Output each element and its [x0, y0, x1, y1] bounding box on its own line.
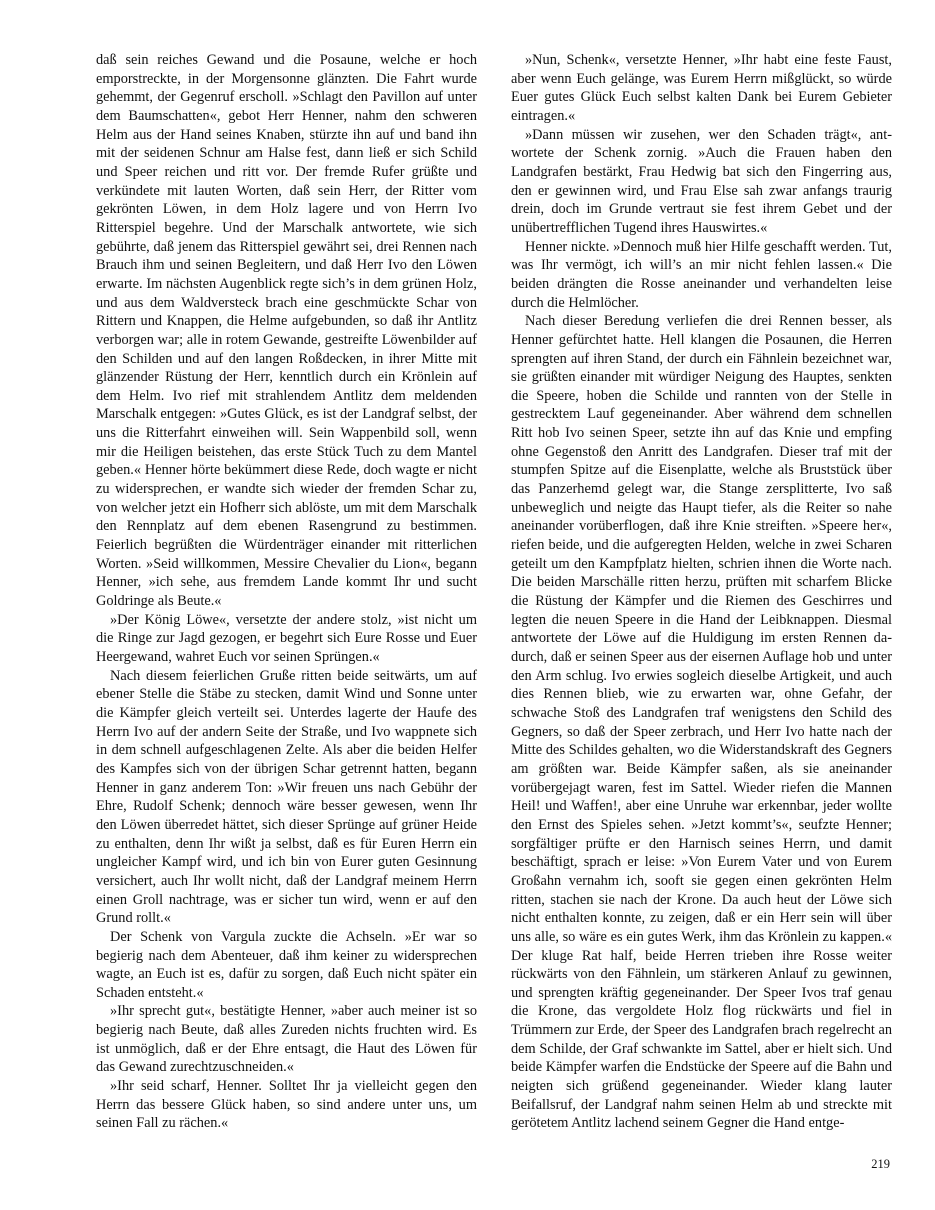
left-text-column — [96, 51, 477, 1133]
paragraph: Nach diesem feierlichen Gruße ritten beide seitwärts, um auf ebener Stelle die Stäbe zu stecken, damit Wind und Sonne unter die Kämpfer gleich verteilt sei. Unterdes lagerte der Haufe des Herrn Ivo auf der andern Seite der Straße, und Ivo wappnete sich in dem schnell aufgeschlagenen Zelte. Als aber die beiden Helfer des Kampfes sich von der übrigen Schar getrennt hatten, begann Henner in ganz anderem Ton: »Wir freuen uns nach Gebühr der Ehre, Rudolf Schenk; dennoch wäre besser gewesen, wenn Ihr den Löwen überredet hättet, sich dieser Sprünge auf grüner Heide zu enthalten, denn Ihr wißt ja selbst, daß es für Euren Herrn ein ungleicher Kampf wird, und ich bin von Eurer guten Gesinnung versichert, auch Ihr wollt nicht, daß der Landgraf meinem Herrn einen Groll nachtrage, was er sicher tun wird, wenn er auf den Grund rollt.« — [96, 667, 477, 927]
paragraph: »Der König Löwe«, versetzte der andere stolz, »ist nicht um die Ringe zur Jagd gezogen, er begehrt sich Eure Rosse und Euer Heergewand, wahret Euch vor seinen Sprüngen.« — [96, 611, 477, 665]
paragraph: Nach dieser Beredung verliefen die drei Rennen besser, als Henner gefürchtet hatte. Hell klangen die Posaunen, die Herren sprengten auf ihren Stand, der durch ein Fähnlein bezeichnet war, sie grüßten einander mit würdiger Neigung des Hauptes, senkten die Speere, hoben die Schilde und rannten von der Stelle in gestrecktem Lauf gegeneinander. Aber während dem schnellen Ritt hob Ivo seinen Speer, setzte ihn auf das Knie und empfing ohne Gegenstoß den Anritt des Landgrafen. Dieser traf mit der stumpfen Spitze auf die Eisenplatte, welche als Bruststück über das Panzerhemd gelegt war, die Stange zersplitterte, Ivo saß unbeweglich und neigte das Haupt tiefer, als die Reiter so nahe aneinander vorüberflogen, daß ihre Knie streiften. »Speere her«, riefen beide, und die aufgeregten Helden, welche in zwei Scharen geteilt um den Kampfplatz hielten, schrien ihnen die Worte nach. Die beiden Marschälle ritten herzu, prüften mit scharfem Blicke die Rüstung der Kämpfer und die Riemen des Geschirres und legten die neuen Speere in die Hand der Leibknappen. Diesmal antwortete der Löwe auf die Huldigung im ersten Rennen dadurch, daß er seinen Speer aus der eisernen Auflage hob und unter den Arm schlug. Ivo erwies sogleich dieselbe Artigkeit, und auch dies Rennen blieb, wie zu erwarten war, ohne Gefahr, der schwache Stoß des Landgrafen traf wenigstens den Schild des Gegners, so daß der Speer zerbrach, und Herr Ivo hatte nach der Mitte des Schildes gehalten, wo die Widerstandskraft des Gegners am größten war. Beide Kämpfer saßen, als sie aneinander vorübergejagt waren, fest im Sattel. Wieder riefen die Mannen Heil! und Waffen!, aber eine Unruhe war erkennbar, jeder wollte den Ernst des Spieles sehen. »Jetzt kommt’s«, seufzte Henner; sorgfältiger prüfte er den Harnisch seines Herrn, und damit beschäftigt, sprach er leise: »Von Eurem Vater und von Eurem Großahn vernahm ich, sooft sie gegen einen gekrönten Helm ritten, stachen sie nach der Krone. Da auch heut der Löwe sich nicht enthalten konnte, zu zeigen, daß er ein Herr sein will über uns alle, so wäre es ein gutes Werk, ihm das Krönlein zu kappen.« Der kluge Rat half, beide Herren trieben ihre Rosse weiter rückwärts von den Fähnlein, um stärkeren Anlauf zu gewinnen, und sprengten kräftig gegeneinander. Der Speer Ivos traf genau die Krone, das vergoldete Holz flog rückwärts und fiel in Trümmern zur Erde, der Speer des Landgrafen brach regelrecht an dem Schilde, der Graf schwankte im Sattel, aber er hielt sich. Und beide Kämpfer warfen die Endstücke der Speere auf die Bahn und neigten sich grüßend gegeneinander. Wieder klang lauter Beifallsruf, der Landgraf nahm seinen Helm ab und streckte mit gerötetem Antlitz lachend seinem Gegner die Hand entge- — [511, 313, 893, 1132]
paragraph: Der Schenk von Vargula zuckte die Achseln. »Er war so begierig nach dem Abenteuer, daß ihm keiner zu widersprechen wagte, an Euch ist es, dafür zu sorgen, daß Euch nicht später ein Schaden entsteht.« — [96, 928, 477, 1001]
paragraph: »Nun, Schenk«, versetzte Henner, »Ihr habt eine feste Faust, aber wenn Euch gelänge, was Eurem Herrn mißglückt, so würde Euer gutes Glück Euch selbst kalten Dank bei Eurem Gebieter eintragen.« — [511, 52, 892, 124]
paragraph: Henner nickte. »Dennoch muß hier Hilfe geschafft werden. Tut, was Ihr vermögt, ich will’s an mir nicht fehlen lassen.« Die beiden drängten die Rosse aneinander und verhandelten leise durch die Helmlöcher. — [511, 238, 892, 311]
right-text-column — [511, 51, 892, 1133]
paragraph: »Ihr sprecht gut«, bestätigte Henner, »aber auch meiner ist so begierig nach Beute, daß alles Zureden nichts fruchten wird. Es ist unmöglich, daß er der Ehre entsagt, die Haut des Löwen für das Gewand zurechtzuschneiden.« — [96, 1003, 477, 1076]
paragraph: »Ihr seid scharf, Henner. Solltet Ihr ja vielleicht gegen den Herrn das bessere Glück haben, so sind andere unter uns, um seinen Fall zu rächen.« — [96, 1078, 477, 1132]
page-number: 219 — [871, 1157, 890, 1171]
paragraph: »Dann müssen wir zusehen, wer den Schaden trägt«, antwortete der Schenk zornig. »Auch die Frauen haben den Landgrafen bestärkt, Frau Hedwig bat sich den Fingerring aus, den er gewinnen wird, und Frau Else sah zwar anfangs traurig drein, doch im Grunde vertraut sie fest ihrem Gebet und der unübertrefflichen Tugend ihres Hauswirtes.« — [511, 126, 892, 236]
paragraph: daß sein reiches Gewand und die Posaune, welche er hoch emporstreckte, in der Morgensonne glänzten. Die Fahrt wurde gehemmt, der Gegenruf erscholl. »Schlagt den Pavillon auf unter dem Baumschatten«, gebot Herr Henner, nahm den schweren Helm aus der Hand seines Knaben, stürzte ihn auf und band ihn mit der seidenen Schnur am Halse fest, dann ließ er sich Schild und Speer reichen und ritt vor. Der fremde Rufer grüßte und verkündete mit lauten Worten, daß sein Herr, der Ritter vom gekrönten Löwen, in dem Holz lagere und von Herrn Ivo Ritterspiel begehre. Und der Marschalk antwortete, wie sich gebührte, daß jenem das Ritterspiel gewährt sei, drei Rennen nach Brauch ihm und seinen Begleitern, und daß Herr Ivo den Löwen erwarte. Im nächsten Augenblick regte sich’s in dem grünen Holz, und aus dem Waldversteck brach eine geschmückte Schar von Rittern und Knappen, die Helme aufgebunden, so daß ihr Antlitz verborgen war; alle in rotem Gewande, gestreifte Löwenbilder auf den Schilden und auf den langen Roßdecken, in ihrer Mitte mit glänzender Rüstung der Herr, kenntlich durch ein Krönlein auf dem Helm. Ivo rief mit strahlendem Antlitz dem meldenden Marschalk entgegen: »Gutes Glück, es ist der Landgraf selbst, der uns die Ritterfahrt einweihen will. Sein Wappenbild soll, wenn mir die Heiligen beistehen, das erste Stück Tuch zu dem Mantel geben.« Henner hörte bekümmert diese Rede, doch wagte er nicht zu widersprechen, er wandte sich wieder der fremden Schar zu, von welcher jetzt ein Hofherr sich ablöste, um mit dem Marschalk den Rennplatz auf dem ebenen Rasengrund zu bestimmen. Feierlich begrüßten die Würdenträger einander mit ritterlichen Worten. »Seid willkommen, Messire Chevalier du Lion«, begann Henner, »ich sehe, aus fremdem Lande kommt Ihr und sucht Goldringe als Beute.« — [96, 52, 477, 610]
